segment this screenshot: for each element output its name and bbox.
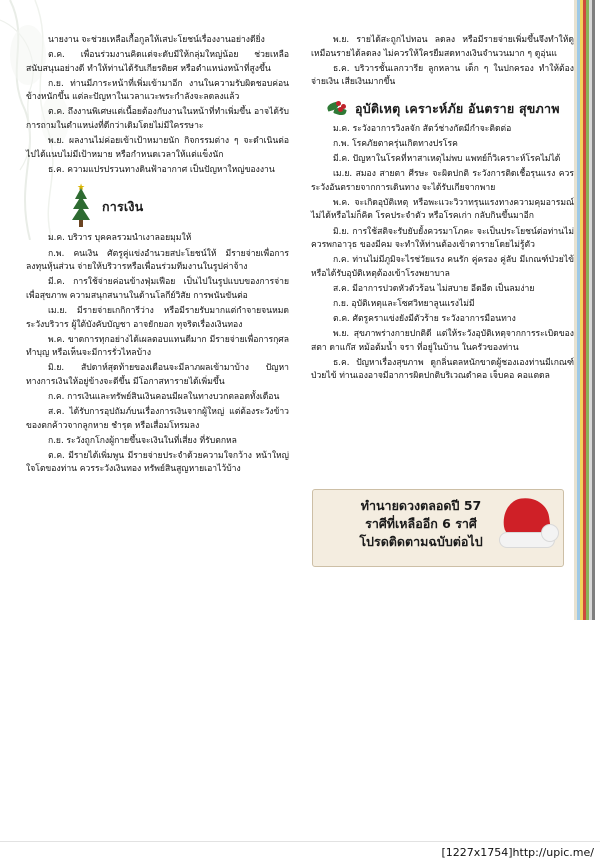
image-caption-bar — [0, 841, 600, 864]
paragraph: พ.ค. ขาดการทุกอย่างได้เผลตอบแทนดีมาก มีรายจ่ายเพื่อการกุศล ทำบุญ หรือเห็นจะมีการรั่วไหลบ้าง — [26, 334, 289, 359]
paragraph: ธ.ค. บริวารชั้นเลกวารีย ลูกหลาน เด็ก ๆ ในปกครอง ทำให้ต้องจ่ายเงิน เสียเงินมากขึ้น — [311, 63, 574, 88]
paragraph: ต.ค. เพื่อนร่วมงานคิดแต่จะดับมีให้กลุ่มใหญ่น้อย ช่วยเหลือสนับสนุนอย่างดี ทำให้ท่านได้รับเกียรติยศ หรือตำแหน่งหน้าที่สูงขึ้น — [26, 50, 289, 74]
paragraph: ก.ย. อุบัติเหตุและโซศวิทยาลูนแรงไม่มี — [333, 299, 475, 309]
promo-line: โปรดติดตามฉบับต่อไป — [359, 534, 483, 549]
paragraph: ก.ย. ระวังถูกโกงผู้กายขึ้นจะเงินในที่เสี่ยง ที่รับตกหล — [48, 435, 237, 446]
right-column — [311, 34, 574, 479]
paragraph: ก.พ. โรคภัยตาครุ่นเกิดทางปรโรค — [333, 138, 458, 149]
promo-line: ราศีที่เหลืออีก 6 ราศี — [365, 516, 477, 531]
paragraph: ส.ค. มีอาการปวดหัวตัวร้อน ไม่สบาย อีดอีด เป็นลมง่าย — [333, 283, 535, 294]
paragraph: พ.ย. รายได้สะถูกไปทอน ลดลง หรือมีรายจ่ายเพิ่มขึ้นจึงทำให้ดูเหมือนรายได้ลดลง ไม่ควรให้ใครยืมสดทางเงินจำนวนมาก ๆ ดูอุ่นแ — [311, 35, 574, 59]
paragraph: เม.ย. มีรายจ่ายเกกิการีว่าง หรือมีรายรับมากแต่กำจายจนหมด ระวังบริวาร ผู้ใต้บังคับบัญชา อาจยักยอก ทุจริตเรื่องเงินทอง — [26, 305, 289, 330]
section-title: การเงิน — [102, 199, 144, 215]
paragraph: มิ.ย. สัปดาห์สุดท้ายของเดือนจะมีลาภผลเข้ามาบ้าง ปัญหาทางการเงินให้อยู่ข้างจะดีขึ้น มีโอกาสหารายได้เพิ่มขึ้น — [26, 363, 289, 387]
paragraph: พ.ย. สุขภาพร่างกายปกติดี แต่ให้ระวังอุบัติเหตุจากการระเบิดของสตา ดาแก๊ส หม้อต้มน้ำ จรา ที่อยู่ในบ้าน ในครัวของท่าน — [311, 329, 574, 353]
christmas-tree-icon — [66, 183, 96, 228]
scan-strip-7 — [592, 0, 595, 620]
paragraph: ส.ค. ได้รับการอุปถัมภ์บนเรื่องการเงินจากผู้ใหญ่ แต่ต้องระวังข้าวของตกค้าวจากลูกหาย ชำรุด หรือเสื่อมโทรมลง — [26, 407, 289, 431]
caption-text: [1227x1754]http://upic.me/ — [441, 846, 594, 859]
promo-text — [323, 497, 519, 551]
santa-hat-icon — [497, 494, 559, 560]
left-column — [26, 34, 289, 479]
paragraph: มี.ค. การใช้จ่ายค่อนข้างฟุ่มเฟือย เป็นไปในรูปแบบของการจ่ายเพื่อสุขภาพ ความสนุกสนานในด้านโลกีย์วิสัย การพนันขันต่อ — [26, 277, 289, 301]
paragraph: ก.พ. คนเงิน ศัตรูคู่แข่งอำนวยสปะโยชน์ให้ มีรายจ่ายเพื่อการลงทุนหุ้นส่วน จ่ายให้บริวารหรือเพื่อนร่วมทีมงานในรูปค่าจ้าง — [26, 248, 289, 273]
paragraph: ม.ค. ระวังอาการวิงลจัก สัตว์ช่างกัดมีกำจะติดต่อ — [333, 123, 512, 134]
paragraph: ต.ค. มีรายได้เพิ่มพูน มีรายจ่ายประจำด้วยความใจกว้าง หน้าใหญ่ใจโตของท่าน ควรระวังเงินทอง ทรัพย์สินสูญหายเอาไว้บ้าง — [26, 450, 289, 475]
paragraph: ธ.ค. ความแปรปรวนทางดินฟ้าอากาศ เป็นปัญหาใหญ่ของงาน — [48, 164, 275, 175]
paragraph: ก.ย. ท่านมีภาระหน้าที่เพิ่มเข้ามาอีก งานในความรับผิดชอบค่อนข้างหนักขึ้น แต่ละปัญหาในเวลาแวะพระกำลังจะลดลงแล้ว — [26, 78, 289, 103]
paragraph: ต.ค. ถึงงานพิเศษแต่เนื้อยต้องกับงานในหน้าที่ทำเพิ่มขึ้น อาจได้รับการถามในตำแหน่งที่ดีกว่าเดิมโดยไม่มีใครรษาะ — [26, 107, 289, 132]
holly-berry-icon — [327, 100, 349, 118]
paragraph: มิ.ย. การใช้สติจะรับยับยั้งควรมาโภคะ จะเป็นประโยชน์ต่อท่านไม่ควรพกอาวุธ ของมีคม จะทำให้ท่านต้องเข้าตารายโดยไม่รู้ตัว — [311, 226, 574, 251]
promo-line: ทำนายดวงตลอดปี 57 — [360, 498, 482, 513]
section-title: อุบัติเหตุ เคราะห์ภัย อันตราย สุขภาพ — [355, 100, 560, 116]
paragraph: มี.ค. ปัญหาในโรคที่หาสาเหตุไม่พบ แพทย์ก็วิเคราะห์โรคไม่ได้ — [333, 154, 561, 165]
promo-box — [312, 489, 564, 567]
paragraph: ต.ค. ศัตรูคราแข่งยังมีตัวร้าย ระวังอาการมือนทาง — [333, 314, 516, 325]
paragraph: ก.ค. การเงินและทรัพย์สินเงินคอนมีผลในทางบวกตลอดทั้งเดือน — [48, 391, 280, 402]
paragraph: ธ.ค. ปัญหาเรื่องสุขภาพ ดูกลิ่นตลหนักขาดผู้ชองเองท่านมีเกณฑ์ป่วยไข้ ท่านเองอาจมีอาการผิดปกติบริเวณดำคอ เจ็บคอ คอแตดล — [311, 357, 574, 382]
star-icon: ★ — [76, 183, 86, 194]
finance-section-heading — [66, 183, 289, 228]
paragraph: พ.ค. จะเกิดอุบัติเหตุ หรือพะแวะวิวาทรุนแรงทางความคุมอารมณ์ไม่ได้หรือไม่ก็คิด โรคประจำตัว หรือโรคเก่า กลับกินขึ้นมาอีก — [311, 197, 574, 222]
paragraph: ก.ค. ท่านไม่มีภูมิจะไรช่วัยแรง คนรัก คู่ครอง คู่ลับ มีเกณฑ์ป่วยไข้ หรือได้รับอุบัติเหตุต้องเข้าโรงพยาบาล — [311, 255, 574, 279]
paragraph: นายงาน จะช่วยเหลือเกื้อกูลให้เสปะโยชน์เรื่องงานอย่างดียิ่ง — [48, 35, 265, 45]
paragraph: ม.ค. บริวาร บุคคลรวมนำเงาลอยมุมให้ — [48, 233, 192, 244]
paragraph: พ.ย. ผลงานไม่ค่อยเข้าเป้าหมายนัก กิจกรรมต่าง ๆ จะดำเนินต่อไปได้แนบไม่มีเป้าหมาย หรือกำหนดเวลาให้แต่แข็งนัก — [26, 136, 289, 160]
article-columns — [26, 34, 574, 479]
accident-section-heading — [327, 99, 574, 119]
paragraph: เม.ย. สมอง สายตา ศีรษะ จะผิดปกติ ระวังการติดเชื้อรุนแรง ควรระวังอันตรายจากการเดินทาง จะได้รับเกียจากพาย — [311, 169, 574, 193]
